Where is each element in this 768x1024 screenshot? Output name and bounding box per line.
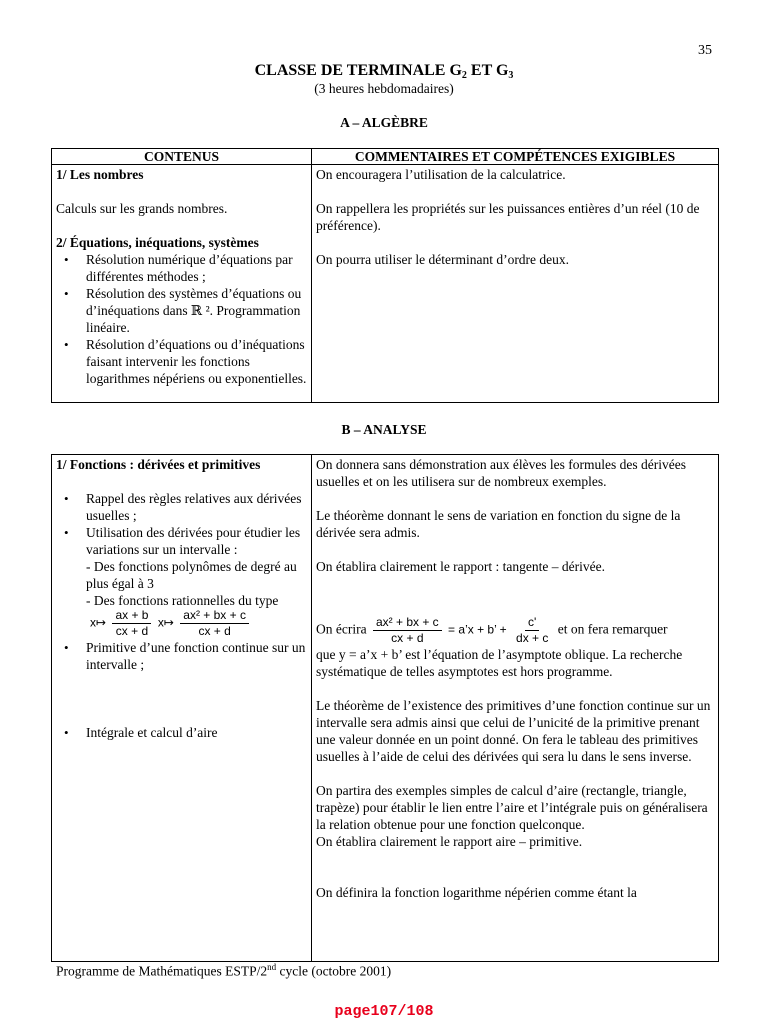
comment-aire-primitive: On établira clairement le rapport aire – primitive. xyxy=(316,834,583,849)
fraction-3: $\frac{\text{ax² + bx + c}}{cx + d}$ xyxy=(373,615,442,646)
document-footer: Programme de Mathématiques ESTP/2nd cycle (octobre 2001) xyxy=(56,962,392,979)
contents-cell xyxy=(52,455,312,962)
dash-rationnelles: - Des fonctions rationnelles du type xyxy=(86,593,279,608)
comment-calculatrice: On encouragera l’utilisation de la calculatrice. xyxy=(316,167,566,182)
heading-nombres: 1/ Les nombres xyxy=(56,167,144,182)
comment-asymptote: que y = a’x + b’ est l’équation de l’asymptote oblique. La recherche systématique de telles asymptotes est hors programme. xyxy=(316,647,683,679)
comment-tangente: On établira clairement le rapport : tangente – dérivée. xyxy=(316,559,605,574)
comment-puissances: On rappellera les propriétés sur les puissances entières d’un réel (10 de préférence). xyxy=(316,201,700,233)
section-a-title: A – ALGÈBRE xyxy=(340,115,428,130)
maps-to-symbol: x↦ xyxy=(157,615,174,630)
bullet-list xyxy=(56,490,307,558)
bullet-list xyxy=(56,724,307,741)
dash-polynomes: - Des fonctions polynômes de degré au plus égal à 3 xyxy=(86,559,297,591)
comment-primitives: Le théorème de l’existence des primitives d’une fonction continue sur un intervalle sera admis ainsi que celui de l’unicité de la primitive prenant une valeur donnée en un point donné. On fera le tableau des primitives usuelles à l’aide de celui des dérivées qui sera lu dans le sens inverse. xyxy=(316,698,711,764)
bullet-list xyxy=(56,251,307,387)
list-item: • Résolution d’équations ou d’inéquations faisant intervenir les fonctions logarithmes népériens ou exponentielles. xyxy=(86,336,307,387)
list-item: • Rappel des règles relatives aux dérivées usuelles ; xyxy=(86,490,307,524)
comment-formules: On donnera sans démonstration aux élèves les formules des dérivées usuelles et on les utilisera sur de nombreux exemples. xyxy=(316,457,687,489)
header-commentaires: COMMENTAIRES ET COMPÉTENCES EXIGIBLES xyxy=(312,149,719,165)
fraction-2: $\frac{\text{ax² + bx + c}}{cx + d}$ xyxy=(180,608,249,639)
algebra-table xyxy=(51,148,719,403)
list-item: • Résolution numérique d’équations par différentes méthodes ; xyxy=(86,251,307,285)
comment-theoreme-variation: Le théorème donnant le sens de variation en fonction du signe de la dérivée sera admis. xyxy=(316,508,681,540)
page-counter: page107/108 xyxy=(334,1003,434,1020)
heading-fonctions: 1/ Fonctions : dérivées et primitives xyxy=(56,457,261,472)
maps-to-symbol: x↦ xyxy=(90,615,107,630)
list-item: • Résolution des systèmes d’équations ou d’inéquations dans ℝ ². Programmation linéaire. xyxy=(86,285,307,336)
section-b-title: B – ANALYSE xyxy=(341,422,427,437)
page-subtitle: (3 heures hebdomadaires) xyxy=(314,81,454,96)
header-contenus: CONTENUS xyxy=(52,149,312,165)
table-row xyxy=(52,455,719,962)
comment-asymptote-formula: On écrira $\frac{\text{ax² + bx + c}}{cx + d}$ = a’x + b’ + $\frac{c'}{dx + c}$ et on fera remarquer xyxy=(316,615,668,645)
list-item: • Utilisation des dérivées pour étudier les variations sur un intervalle : xyxy=(86,524,307,558)
page-number: 35 xyxy=(698,43,712,58)
list-item: • Primitive d’une fonction continue sur un intervalle ; xyxy=(86,639,307,673)
text-grands-nombres: Calculs sur les grands nombres. xyxy=(56,201,228,216)
analysis-table xyxy=(51,454,719,962)
contents-cell xyxy=(52,165,312,403)
comment-logarithme: On définira la fonction logarithme népérien comme étant la xyxy=(316,885,637,900)
table-row xyxy=(52,165,719,403)
heading-equations: 2/ Équations, inéquations, systèmes xyxy=(56,235,259,250)
page-title: CLASSE DE TERMINALE $G_2$ ET $G_3$ xyxy=(254,62,514,81)
table-header-row xyxy=(52,149,719,165)
comments-cell xyxy=(312,455,719,962)
list-item: • Intégrale et calcul d’aire xyxy=(86,724,307,741)
comments-cell xyxy=(312,165,719,403)
comment-determinant: On pourra utiliser le déterminant d’ordre deux. xyxy=(316,252,570,267)
comment-aire: On partira des exemples simples de calcul d’aire (rectangle, triangle, trapèze) pour établir le lien entre l’aire et l’intégrale puis on généralisera la relation obtenue pour une fonction quelconque. xyxy=(316,783,708,832)
rational-functions xyxy=(56,608,307,639)
bullet-list xyxy=(56,639,307,673)
fraction-4: $\frac{c'}{dx + c}$ xyxy=(516,615,549,645)
fraction-1: $\frac{ax + b}{cx + d}$ xyxy=(112,608,151,639)
